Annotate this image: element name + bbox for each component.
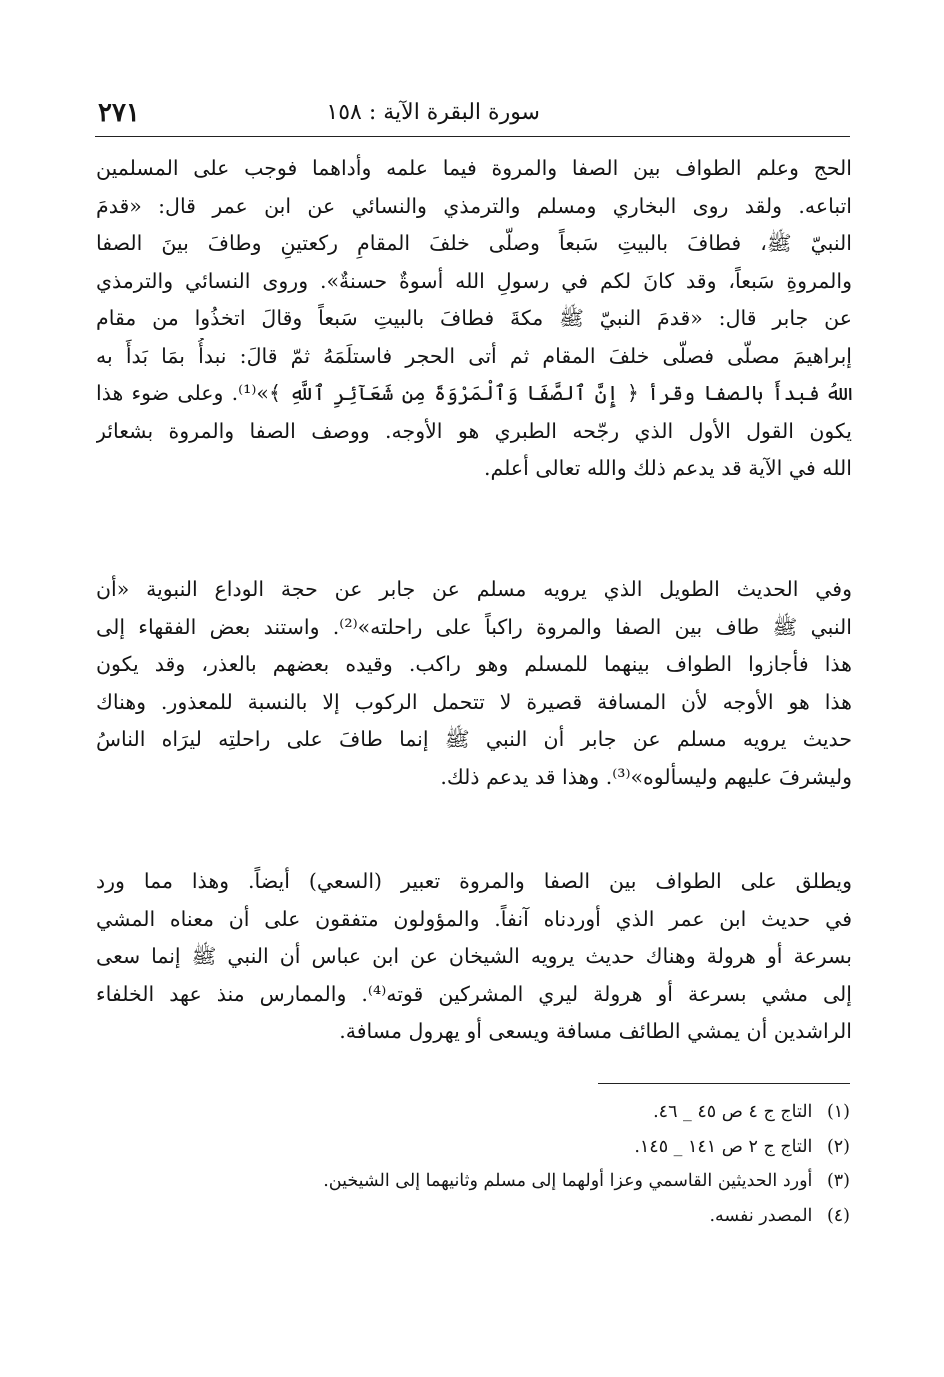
text-line: وفي الحديث الطويل الذي يرويه مسلم عن جابر عن حجة الوداع النبوية «أن	[96, 577, 852, 601]
text-line: بسرعة أو هرولة وهناك حديث يرويه الشيخان عن ابن عباس أن النبي ﷺ إنما سعى	[96, 944, 852, 968]
footnote-text: التاج ج ٤ ص ٤٥ _ ٤٦.	[653, 1102, 813, 1122]
footnote-2	[250, 1130, 850, 1165]
text-line: الله في الآية قد يدعم ذلك والله تعالى أعلم.	[483, 456, 852, 480]
running-title: سورة البقرة الآية : ١٥٨	[326, 100, 540, 125]
footnote-3	[250, 1164, 850, 1199]
text-line: عن جابر قال: «قدمَ النبيّ ﷺ مكةَ فطافَ بالبيتِ سَبعاً وقالَ اتخذُوا من مقام	[96, 306, 852, 330]
footnote-number: (٤)	[826, 1205, 850, 1226]
footnote-1	[250, 1095, 850, 1130]
page-header	[98, 96, 850, 136]
footnotes	[250, 1095, 850, 1233]
text-line: في حديث ابن عمر الذي أوردناه آنفاً. والمؤولون متفقون على أن معناه المشي	[96, 906, 852, 931]
footnote-text: المصدر نفسه.	[709, 1205, 813, 1226]
paragraph-2	[96, 571, 852, 796]
text-line: إبراهيمَ مصلّى فصلّى خلفَ المقام ثم أتى الحجر فاستلَمَهُ ثمّ قالَ: نبدأُ بمَا بَدأَ به	[96, 343, 852, 368]
text-line: إلى مشي بسرعة أو هرولة ليري المشركين قوته⁽⁴⁾. والممارس منذ عهد الخلفاء	[96, 981, 852, 1006]
footnote-number: (١)	[826, 1102, 850, 1122]
footnote-divider	[598, 1083, 850, 1084]
footnote-number: (٣)	[826, 1171, 850, 1191]
text-line: وليشرفَ عليهم وليسألوه»⁽³⁾. وهذا قد يدعم ذلك.	[440, 764, 852, 789]
text-line: اللهُ فبدأَ بالصفا وقرأ ﴿ إِنَّ ٱلصَّفَا وَٱلْمَرْوَةَ مِن شَعَآئِرِ ٱللَّهِ ﴾»⁽¹⁾. وعلى ضوء هذا	[96, 381, 852, 405]
text-line: ويطلق على الطواف بين الصفا والمروة تعبير (السعي) أيضاً. وهذا مما ورد	[96, 869, 852, 893]
footnote-number: (٢)	[826, 1136, 850, 1157]
paragraph-3	[96, 863, 852, 1051]
text-line: النبي ﷺ طاف بين الصفا والمروة راكباً على راحلته»⁽²⁾. واستند بعض الفقهاء إلى	[96, 614, 852, 639]
text-line: يكون القول الأول الذي رجّحه الطبري هو الأوجه. ووصف الصفا والمروة بشعائر	[96, 418, 852, 443]
header-divider	[95, 136, 850, 137]
paragraph-1	[96, 150, 852, 488]
text-line: هذا فأجازوا الطواف بينهما للمسلم وهو راكب. وقيده بعضهم بالعذر، وقد يكون	[96, 652, 852, 676]
footnote-4	[250, 1199, 850, 1234]
text-line: والمروةِ سَبعاً، وقد كانَ لكم في رسولِ الله أسوةٌ حسنةٌ». وروى النسائي والترمذي	[96, 268, 852, 293]
text-line: النبيّ ﷺ، فطافَ بالبيتِ سَبعاً وصلّى خلفَ المقامِ ركعتينِ وطافَ بينَ الصفا	[96, 231, 852, 255]
footnote-text: التاج ج ٢ ص ١٤١ _ ١٤٥.	[634, 1136, 813, 1157]
page-number: ٢٧١	[98, 98, 140, 128]
text-line: الحج وعلم الطواف بين الصفا والمروة فيما علمه وأداهما فوجب على المسلمين	[96, 156, 852, 180]
footnote-text: أورد الحديثين القاسمي وعزا أولهما إلى مسلم وثانيهما إلى الشيخين.	[323, 1171, 813, 1191]
text-line: اتباعه. ولقد روى البخاري ومسلم والترمذي والنسائي عن ابن عمر قال: «قدمَ	[96, 193, 852, 218]
text-line: حديث يرويه مسلم عن جابر أن النبي ﷺ إنما طافَ على راحلتِه ليرَاه الناسُ	[96, 727, 852, 751]
text-line: الراشدين أن يمشي الطائف مسافة ويسعى أو يهرول مسافة.	[339, 1019, 852, 1043]
text-line: هذا هو الأوجه لأن المسافة قصيرة لا تتحمل الركوب إلا بالنسبة للمعذور. وهناك	[96, 689, 852, 714]
